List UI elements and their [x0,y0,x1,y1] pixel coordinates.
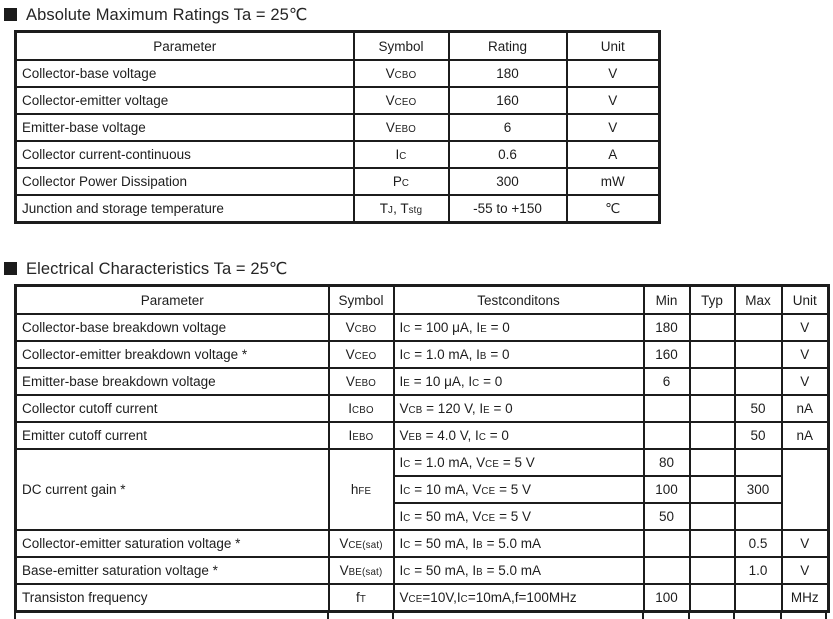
symbol-subscript: EB [408,432,422,443]
cutoff-grid-line [688,613,690,619]
unit-cell: nA [782,422,829,449]
min-cell: 180 [644,314,690,341]
min-cell: 50 [644,503,690,530]
typ-cell [690,476,735,503]
symbol-cell: VCBO [354,60,449,87]
symbol-subscript: C [403,351,411,362]
symbol-subscript: C [403,567,411,578]
typ-cell [690,368,735,395]
electrical-col-testconditions: Testconditons [394,286,644,315]
symbol-cell: fT [329,584,394,612]
symbol-cell: VCEO [354,87,449,114]
symbol-subscript: C [403,513,411,524]
unit-cell: ℃ [567,195,660,223]
abs-max-title-text: Absolute Maximum Ratings Ta = 25℃ [26,5,308,24]
symbol-cell: TJ, Tstg [354,195,449,223]
min-cell [644,395,690,422]
param-cell: Collector Power Dissipation [16,168,354,195]
param-cell: Emitter cutoff current [16,422,329,449]
cutoff-grid-line [392,613,394,619]
rating-cell: 180 [449,60,567,87]
unit-cell: V [567,60,660,87]
abs-max-table [14,30,661,224]
symbol-subscript: CBO [354,324,377,335]
cutoff-row-stubs [14,613,827,619]
unit-cell: MHz [782,584,829,612]
abs-max-col-symbol: Symbol [354,32,449,61]
symbol-cell: VCEO [329,341,394,368]
symbol-subscript: C [399,151,407,162]
unit-cell: mW [567,168,660,195]
cutoff-grid-line [780,613,782,619]
typ-cell [690,584,735,612]
abs-max-col-parameter: Parameter [16,32,354,61]
symbol-subscript: FE [358,486,372,497]
electrical-col-min: Min [644,286,690,315]
cutoff-grid-line [327,613,329,619]
table-row [16,395,829,422]
symbol-subscript: CEO [354,351,377,362]
symbol-subscript: C [460,594,468,605]
cond-cell: IC = 1.0 mA, VCE = 5 V [394,449,644,476]
unit-cell: V [567,87,660,114]
table-row [16,195,660,223]
symbol-subscript: CB [408,405,423,416]
table-row [16,341,829,368]
param-cell: Collector-emitter voltage [16,87,354,114]
cond-cell: IC = 10 mA, VCE = 5 V [394,476,644,503]
symbol-subscript: CE(sat) [348,540,383,551]
unit-cell: nA [782,395,829,422]
table-row [16,584,829,612]
symbol-subscript: EBO [354,378,377,389]
electrical-col-unit: Unit [782,286,829,315]
max-cell: 50 [735,395,782,422]
table-row [16,422,829,449]
abs-max-col-rating: Rating [449,32,567,61]
unit-cell: A [567,141,660,168]
symbol-cell: PC [354,168,449,195]
section-bullet-icon [4,262,17,275]
cutoff-grid-line [825,613,827,619]
table-row [16,60,660,87]
cond-cell: IC = 1.0 mA, IB = 0 [394,341,644,368]
cond-cell: VEB = 4.0 V, IC = 0 [394,422,644,449]
unit-cell: V [782,530,829,557]
electrical-col-typ: Typ [690,286,735,315]
symbol-subscript: C [403,459,411,470]
symbol-subscript: CE [485,459,500,470]
symbol-cell: VBE(sat) [329,557,394,584]
cond-cell: VCE=10V,IC=10mA,f=100MHz [394,584,644,612]
table-row [16,114,660,141]
symbol-subscript: EBO [394,124,417,135]
symbol-cell: VEBO [354,114,449,141]
rating-cell: -55 to +150 [449,195,567,223]
typ-cell [690,557,735,584]
section-bullet-icon [4,8,17,21]
unit-cell: V [567,114,660,141]
electrical-col-parameter: Parameter [16,286,329,315]
cond-cell: IC = 50 mA, VCE = 5 V [394,503,644,530]
table-row [16,87,660,114]
symbol-subscript: CE [481,486,496,497]
param-cell: Collector-emitter saturation voltage * [16,530,329,557]
param-cell: Collector-base voltage [16,60,354,87]
symbol-subscript: C [478,432,487,443]
abs-max-tbody [16,60,660,223]
electrical-section-title [4,260,833,277]
min-cell: 100 [644,584,690,612]
symbol-cell: IEBO [329,422,394,449]
table-row [16,314,829,341]
typ-cell [690,422,735,449]
cond-cell: IC = 50 mA, IB = 5.0 mA [394,530,644,557]
min-cell: 100 [644,476,690,503]
electrical-col-symbol: Symbol [329,286,394,315]
symbol-subscript: B [476,567,483,578]
electrical-table [14,284,830,613]
typ-cell [690,314,735,341]
table-row [16,368,829,395]
max-cell [735,368,782,395]
param-cell: Junction and storage temperature [16,195,354,223]
symbol-subscript: CBO [352,405,374,416]
symbol-cell: VCE(sat) [329,530,394,557]
symbol-subscript: BE(sat) [348,567,383,578]
max-cell [735,584,782,612]
rating-cell: 300 [449,168,567,195]
unit-cell: V [782,314,829,341]
symbol-subscript: E [403,378,410,389]
symbol-subscript: J [388,205,394,216]
abs-max-header-row [16,32,660,61]
symbol-subscript: E [480,324,487,335]
symbol-subscript: T [359,594,366,605]
max-cell [735,449,782,476]
param-cell: Emitter-base voltage [16,114,354,141]
max-cell: 0.5 [735,530,782,557]
abs-max-section-title [4,6,833,23]
symbol-subscript: stg [408,205,423,216]
abs-max-col-unit: Unit [567,32,660,61]
symbol-cell: VCBO [329,314,394,341]
cond-cell: IC = 50 mA, IB = 5.0 mA [394,557,644,584]
cond-cell: VCB = 120 V, IE = 0 [394,395,644,422]
param-cell: Collector current-continuous [16,141,354,168]
symbol-subscript: CBO [394,70,417,81]
max-cell [735,314,782,341]
unit-cell [782,449,829,530]
symbol-cell: hFE [329,449,394,530]
symbol-subscript: B [476,540,483,551]
cond-cell: IE = 10 μA, IC = 0 [394,368,644,395]
symbol-cell: VEBO [329,368,394,395]
min-cell: 160 [644,341,690,368]
symbol-subscript: B [479,351,487,362]
param-cell: DC current gain * [16,449,329,530]
param-cell: Collector-emitter breakdown voltage * [16,341,329,368]
electrical-header-row [16,286,829,315]
table-row [16,530,829,557]
table-row [16,449,829,476]
symbol-subscript: E [483,405,490,416]
symbol-subscript: C [401,178,410,189]
cutoff-grid-line [642,613,644,619]
symbol-cell: ICBO [329,395,394,422]
min-cell [644,422,690,449]
param-cell: Emitter-base breakdown voltage [16,368,329,395]
symbol-subscript: C [403,324,411,335]
min-cell: 6 [644,368,690,395]
typ-cell [690,449,735,476]
symbol-subscript: EBO [352,432,374,443]
unit-cell: V [782,341,829,368]
param-cell: Collector cutoff current [16,395,329,422]
cutoff-grid-line [14,613,16,619]
rating-cell: 0.6 [449,141,567,168]
typ-cell [690,341,735,368]
min-cell [644,530,690,557]
symbol-subscript: CE [408,594,423,605]
unit-cell: V [782,557,829,584]
table-row [16,168,660,195]
cutoff-grid-line [733,613,735,619]
typ-cell [690,395,735,422]
param-cell: Collector-base breakdown voltage [16,314,329,341]
typ-cell [690,503,735,530]
table-row [16,557,829,584]
rating-cell: 6 [449,114,567,141]
datasheet-page [0,5,833,605]
electrical-tbody [16,314,829,612]
unit-cell: V [782,368,829,395]
max-cell: 50 [735,422,782,449]
symbol-subscript: CE [481,513,496,524]
electrical-title-text: Electrical Characteristics Ta = 25℃ [26,259,288,278]
symbol-subscript: C [403,486,411,497]
max-cell [735,341,782,368]
rating-cell: 160 [449,87,567,114]
electrical-col-max: Max [735,286,782,315]
param-cell: Base-emitter saturation voltage * [16,557,329,584]
cond-cell: IC = 100 μA, IE = 0 [394,314,644,341]
symbol-subscript: CEO [394,97,417,108]
typ-cell [690,530,735,557]
min-cell [644,557,690,584]
max-cell: 1.0 [735,557,782,584]
table-row [16,141,660,168]
max-cell [735,503,782,530]
symbol-subscript: C [403,540,411,551]
min-cell: 80 [644,449,690,476]
max-cell: 300 [735,476,782,503]
symbol-cell: IC [354,141,449,168]
symbol-subscript: C [472,378,480,389]
param-cell: Transiston frequency [16,584,329,612]
